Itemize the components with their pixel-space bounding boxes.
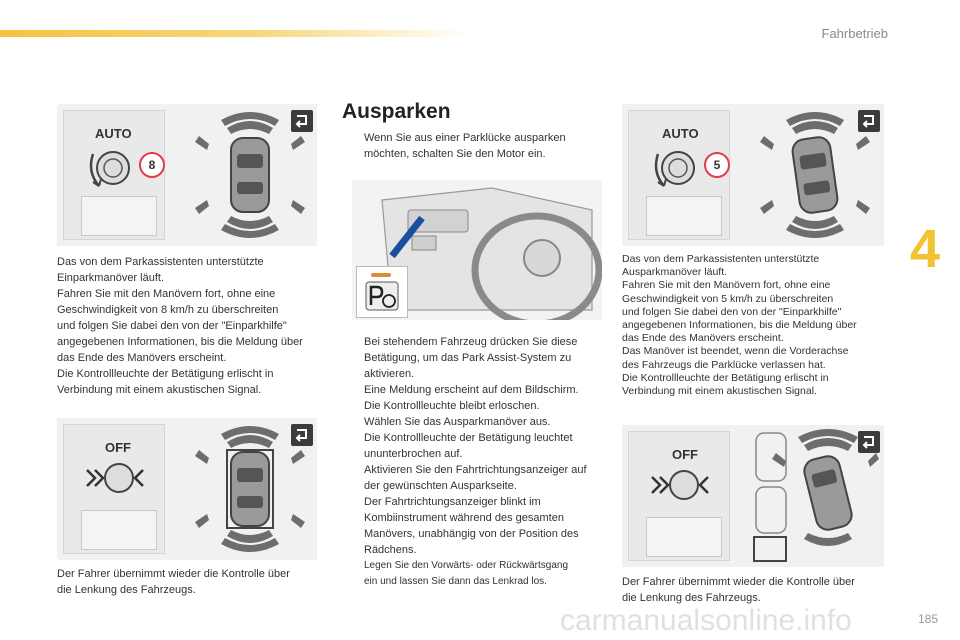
text-line: das Ende des Manövers erscheint.: [57, 352, 227, 364]
indicator-light: [371, 273, 391, 277]
back-icon: [858, 431, 880, 453]
text-line: die Lenkung des Fahrzeugs.: [57, 584, 196, 596]
left-paragraph-2: [57, 566, 319, 598]
steering-rotate-icon: [650, 144, 710, 194]
text-line: Der Fahrer übernimmt wieder die Kontrolle über: [57, 568, 290, 580]
figure-parking-assist-auto-5: [622, 104, 884, 246]
bullet-line: Der Fahrtrichtungsanzeiger blinkt im: [364, 496, 541, 508]
text-line: Verbindung mit einem akustischen Signal.: [57, 384, 262, 396]
display-screen: [81, 196, 157, 236]
back-icon: [291, 110, 313, 132]
figure-parking-assist-auto-8: [57, 104, 317, 246]
steering-rotate-icon: [85, 144, 145, 194]
auto-label: AUTO: [662, 126, 699, 141]
text-line: Verbindung mit einem akustischen Signal.: [622, 385, 817, 398]
auto-label: AUTO: [95, 126, 132, 141]
display-screen: [81, 510, 157, 550]
speed-badge: 5: [704, 152, 730, 178]
text-line: des Fahrzeugs die Parklücke verlassen hat.: [622, 358, 826, 371]
dashboard-illustration: [352, 180, 602, 320]
steering-off-icon: [646, 463, 716, 507]
bullet-line: Rädchens.: [364, 544, 417, 556]
bullet-line: aktivieren.: [364, 368, 415, 380]
figure-parking-assist-off-right: [622, 425, 884, 567]
bullet-line: Manövers, unabhängig von der Position des: [364, 528, 579, 540]
section-header: Fahrbetrieb: [821, 26, 888, 41]
text-line: Die Kontrollleuchte der Betätigung erlischt in: [57, 368, 274, 380]
bullet-2: [342, 334, 604, 414]
bullet-line: Wenn Sie aus einer Parklücke ausparken: [364, 132, 566, 144]
park-assist-icon: [365, 281, 399, 311]
text-line: die Lenkung des Fahrzeugs.: [622, 592, 761, 604]
figure-parking-assist-off-left: [57, 418, 317, 560]
text-line: und folgen Sie dabei den von der "Einparkhilfe": [57, 320, 287, 332]
bullet-line: der gewünschten Ausparkseite.: [364, 480, 517, 492]
bullet-line: Kombiinstrument während des gesamten: [364, 512, 564, 524]
text-line: Das von dem Parkassistenten unterstützte: [622, 253, 820, 265]
bullet-line: Legen Sie den Vorwärts- oder Rückwärtsgang: [364, 560, 569, 571]
text-line: und folgen Sie dabei den von der "Einparkhilfe": [622, 305, 842, 318]
text-line: Ausparkmanöver läuft.: [622, 266, 728, 279]
bullet-line: Betätigung, um das Park Assist-System zu: [364, 352, 572, 364]
bullet-line: Die Kontrollleuchte der Betätigung leuchtet: [364, 432, 573, 444]
text-line: Einparkmanöver läuft.: [57, 272, 164, 284]
text-line: Fahren Sie mit den Manövern fort, ohne eine: [57, 288, 276, 300]
section-title: Ausparken: [342, 100, 451, 123]
bullet-line: Bei stehendem Fahrzeug drücken Sie diese: [364, 336, 578, 348]
bullet-5: [342, 558, 604, 590]
bullet-line: ununterbrochen auf.: [364, 448, 463, 460]
back-icon: [291, 424, 313, 446]
text-line: Die Kontrollleuchte der Betätigung erlischt in: [622, 371, 829, 384]
text-line: Geschwindigkeit von 5 km/h zu überschreiten: [622, 292, 834, 305]
bullet-4: [342, 462, 604, 558]
off-label: OFF: [672, 447, 698, 462]
text-line: Fahren Sie mit den Manövern fort, ohne eine: [622, 279, 831, 292]
text-line: Geschwindigkeit von 8 km/h zu überschreiten: [57, 304, 279, 316]
right-paragraph-2: [622, 574, 884, 606]
display-screen: [646, 196, 722, 236]
right-paragraph-1: [622, 253, 884, 398]
text-line: Das von dem Parkassistenten unterstützte: [57, 256, 264, 268]
text-line: Der Fahrer übernimmt wieder die Kontrolle über: [622, 576, 855, 588]
back-icon: [858, 110, 880, 132]
bullet-line: ein und lassen Sie dann das Lenkrad los.: [364, 576, 547, 587]
bullet-line: Die Kontrollleuchte bleibt erloschen.: [364, 400, 540, 412]
speed-badge: 8: [139, 152, 165, 178]
bullet-line: Aktivieren Sie den Fahrtrichtungsanzeiger auf: [364, 464, 587, 476]
bullet-3: [342, 414, 604, 462]
left-paragraph-1: [57, 254, 319, 398]
bullet-line: Wählen Sie das Ausparkmanöver aus.: [364, 416, 551, 428]
header-accent-bar: [0, 30, 470, 37]
page-number: 185: [917, 612, 938, 626]
bullet-1: [342, 130, 604, 162]
chapter-number: 4: [909, 219, 940, 279]
bullet-line: Eine Meldung erscheint auf dem Bildschirm.: [364, 384, 579, 396]
steering-off-icon: [81, 456, 151, 500]
text-line: angegebenen Informationen, bis die Meldung über: [57, 336, 303, 348]
watermark: carmanualsonline.info: [560, 604, 852, 637]
text-line: Das Manöver ist beendet, wenn die Vorderachse: [622, 345, 849, 358]
text-line: das Ende des Manövers erscheint.: [622, 332, 784, 345]
bullet-line: möchten, schalten Sie den Motor ein.: [364, 148, 546, 160]
display-screen: [646, 517, 722, 557]
park-assist-button-inset: [356, 266, 408, 318]
off-label: OFF: [105, 440, 131, 455]
text-line: angegebenen Informationen, bis die Meldung über: [622, 319, 857, 332]
